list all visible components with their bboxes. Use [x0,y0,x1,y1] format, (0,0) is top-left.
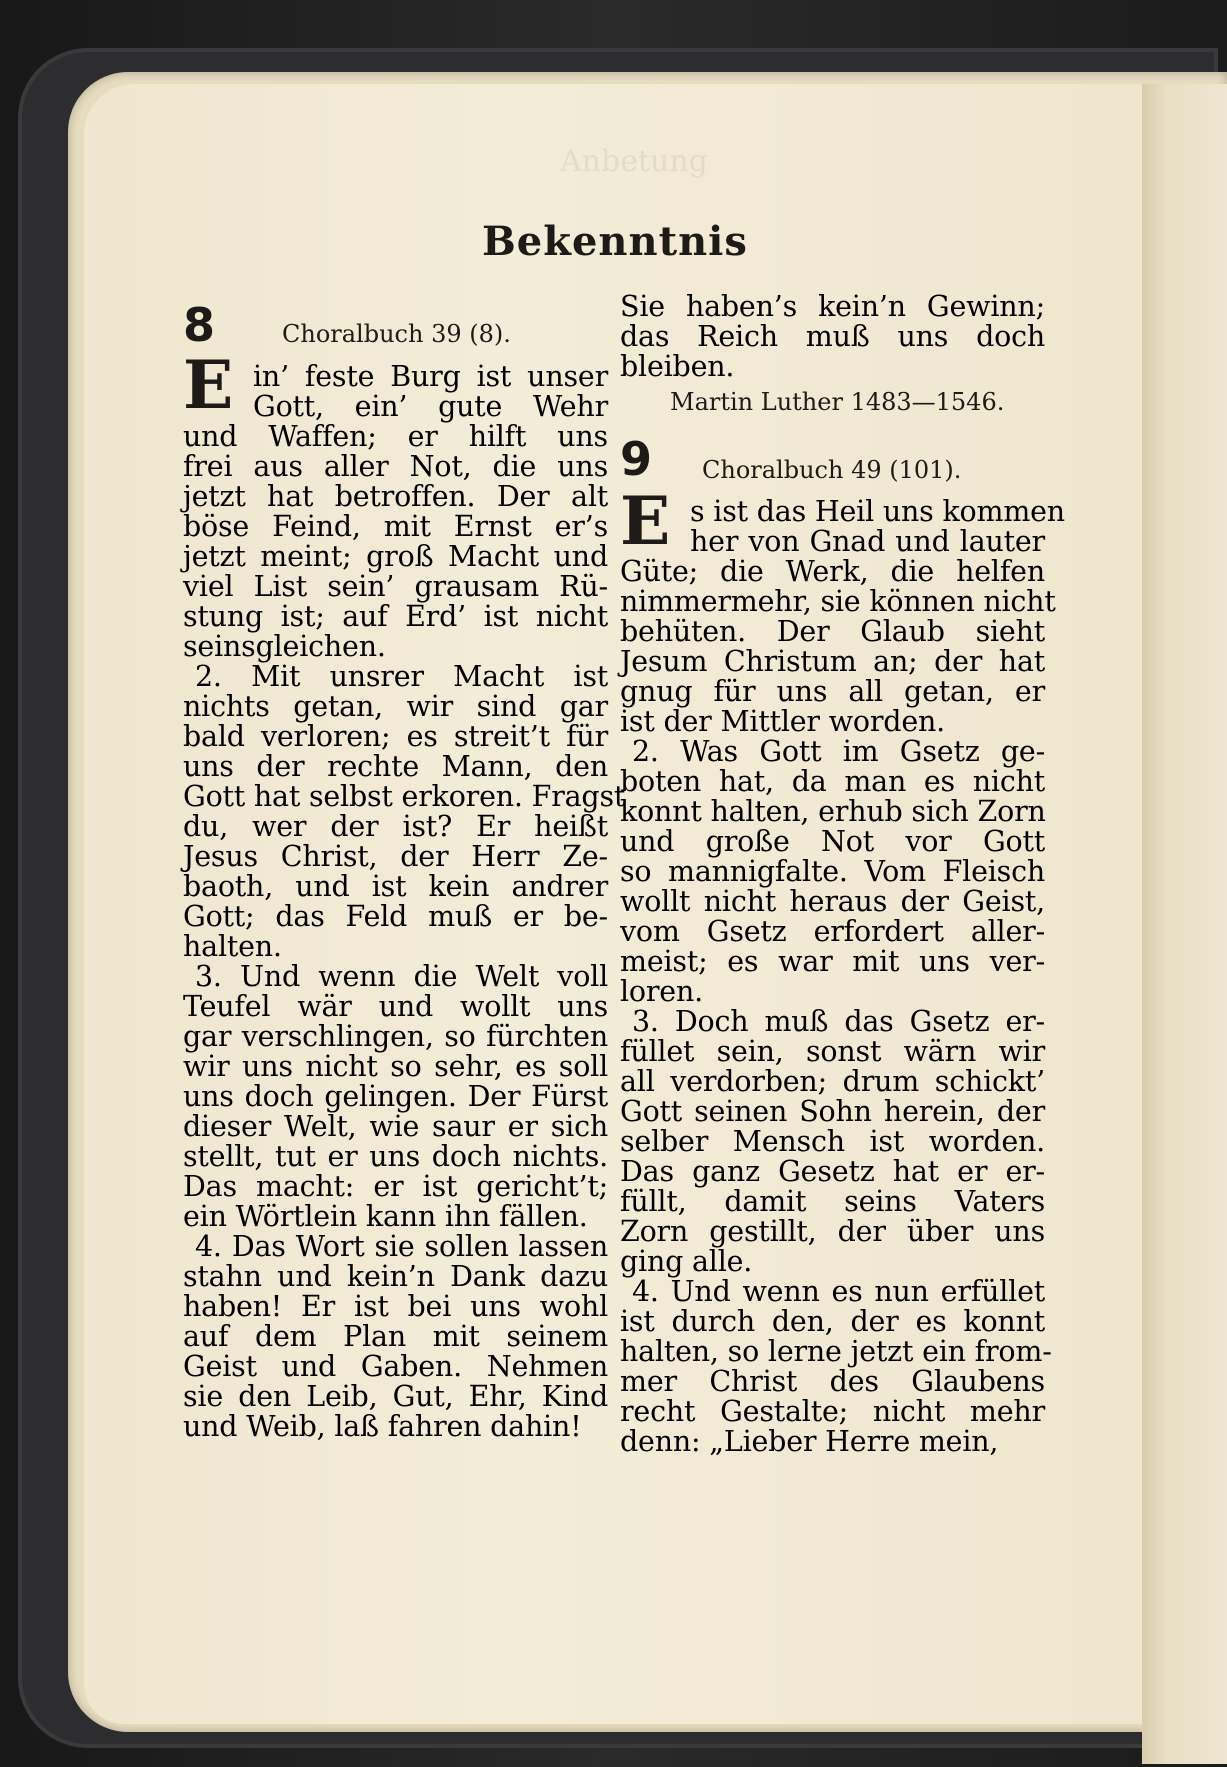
text-line: gar verschlingen, so fürchten [183,1020,608,1053]
text-line: frei aus aller Not, die uns [183,450,608,483]
text-line: meist; es war mit uns ver- [620,945,1045,978]
text-line: ging alle. [620,1245,753,1278]
text-line: uns der rechte Mann, den [183,750,608,783]
text-line: füllt, damit seins Vaters [620,1185,1045,1218]
page-title: Bekenntnis [482,218,748,265]
hymn-8-reference: Choralbuch 39 (8). [282,320,511,348]
text-line: Geist und Gaben. Nehmen [183,1350,608,1383]
text-line: 2. Was Gott im Gsetz ge- [632,735,1045,768]
text-line: Sie haben’s kein’n Gewinn; [620,290,1045,323]
text-line: selber Mensch ist worden. [620,1125,1045,1158]
hymn-9-number: 9 [620,432,653,486]
text-line: seinsgleichen. [183,630,386,663]
text-line: loren. [620,975,703,1008]
hymn-9-reference: Choralbuch 49 (101). [702,456,962,484]
text-line: böse Feind, mit Ernst er’s [183,510,608,543]
text-line: baoth, und ist kein andrer [183,870,608,903]
text-line: stung ist; auf Erd’ ist nicht [183,600,608,633]
text-line: das Reich muß uns doch [620,320,1045,353]
text-line: 3. Doch muß das Gsetz er- [632,1005,1045,1038]
text-line: nimmermehr, sie können nicht [620,585,1056,618]
text-line: Gott; das Feld muß er be- [183,900,608,933]
text-line: her von Gnad und lauter [690,525,1045,558]
text-line: bald verloren; es streit’t für [183,720,608,753]
text-line: recht Gestalte; nicht mehr [620,1395,1045,1428]
text-line: in’ feste Burg ist unser [253,360,608,393]
text-line: Teufel wär und wollt uns [183,990,608,1023]
text-line: denn: „Lieber Herre mein, [620,1425,999,1458]
text-line: Das ganz Gesetz hat er er- [620,1155,1045,1188]
text-line: halten. [183,930,282,963]
text-line: Güte; die Werk, die helfen [620,555,1045,588]
hymn-8-dropcap: E [183,346,234,424]
text-line: 2. Mit unsrer Macht ist [195,660,608,693]
text-line: so mannigfalte. Vom Fleisch [620,855,1045,888]
text-line: uns doch gelingen. Der Fürst [183,1080,608,1113]
hymn-8-number: 8 [183,298,216,352]
text-line: jetzt hat betroffen. Der alt [183,480,608,513]
text-line: konnt halten, erhub sich Zorn [620,795,1046,828]
text-line: füllet sein, sonst wärn wir [620,1035,1045,1068]
text-line: und Weib, laß fahren dahin! [183,1410,582,1443]
text-line: Das macht: er ist gericht’t; [183,1170,608,1203]
text-line: 4. Und wenn es nun erfüllet [632,1275,1045,1308]
text-line: 4. Das Wort sie sollen lassen [195,1230,608,1263]
text-line: du, wer der ist? Er heißt [183,810,608,843]
text-line: auf dem Plan mit seinem [183,1320,608,1353]
text-line: und große Not vor Gott [620,825,1045,858]
text-line: Gott hat selbst erkoren. Fragst [183,780,626,813]
text-line: sie den Leib, Gut, Ehr, Kind [183,1380,608,1413]
text-line: und Waffen; er hilft uns [183,420,608,453]
text-line: Gott, ein’ gute Wehr [253,390,608,423]
text-line: s ist das Heil uns kommen [690,495,1065,528]
text-line: ist durch den, der es konnt [620,1305,1045,1338]
facing-page-edge [1142,84,1227,1764]
text-line: Gott seinen Sohn herein, der [620,1095,1045,1128]
text-line: nichts getan, wir sind gar [183,690,608,723]
text-line: ist der Mittler worden. [620,705,946,738]
text-line: mer Christ des Glaubens [620,1365,1045,1398]
text-line: halten, so lerne jetzt ein from- [620,1335,1052,1368]
text-line: Jesum Christum an; der hat [620,645,1045,678]
text-line: viel List sein’ grausam Rü- [183,570,608,603]
text-line: boten hat, da man es nicht [620,765,1045,798]
text-line: Zorn gestillt, der über uns [620,1215,1045,1248]
hymn-author: Martin Luther 1483—1546. [670,388,1005,416]
text-line: gnug für uns all getan, er [620,675,1045,708]
text-line: bleiben. [620,350,735,383]
text-line: haben! Er ist bei uns wohl [183,1290,608,1323]
text-line: wollt nicht heraus der Geist, [620,885,1045,918]
text-line: jetzt meint; groß Macht und [183,540,608,573]
text-line: vom Gsetz erfordert aller- [620,915,1045,948]
text-line: 3. Und wenn die Welt voll [195,960,608,993]
bleed-through-text: Anbetung [560,144,708,179]
text-line: behüten. Der Glaub sieht [620,615,1045,648]
hymn-9-dropcap: E [620,482,671,560]
text-line: ein Wörtlein kann ihn fällen. [183,1200,588,1233]
text-line: stahn und kein’n Dank dazu [183,1260,608,1293]
text-line: dieser Welt, wie saur er sich [183,1110,608,1143]
text-line: wir uns nicht so sehr, es soll [183,1050,608,1083]
text-line: all verdorben; drum schickt’ [620,1065,1045,1098]
text-line: Jesus Christ, der Herr Ze- [183,840,608,873]
text-line: stellt, tut er uns doch nichts. [183,1140,608,1173]
